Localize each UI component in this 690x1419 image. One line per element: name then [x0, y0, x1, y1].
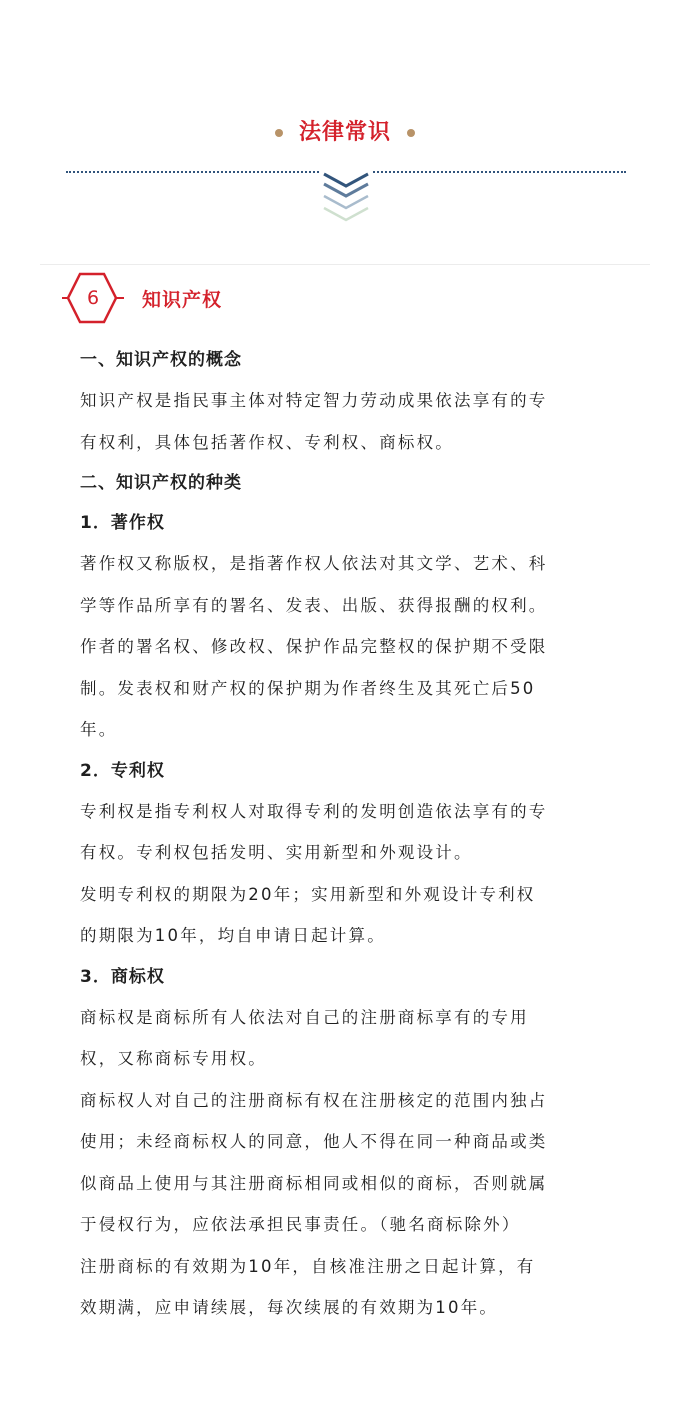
paragraph: [80, 543, 628, 626]
paragraph-line: 似商品上使用与其注册商标相同或相似的商标，否则就属: [80, 1173, 548, 1193]
header-divider: [40, 264, 650, 265]
title-row: [0, 114, 690, 152]
paragraph: [80, 1080, 628, 1246]
paragraph: [80, 874, 628, 957]
chevron-down-stack-icon: [320, 168, 372, 230]
paragraph-line: 作者的署名权、修改权、保护作品完整权的保护期不受限: [80, 637, 548, 656]
page-title: 法律常识: [298, 120, 391, 145]
section-number: 6: [86, 287, 100, 309]
paragraph-line: 的期限为10年，均自申请日起计算。: [80, 926, 386, 945]
section-heading: [62, 268, 222, 328]
paragraph-line: 权，又称商标专用权。: [80, 1049, 267, 1068]
paragraph-line: 专利权是指专利权人对取得专利的发明创造依法享有的专: [80, 801, 548, 821]
paragraph-line: 知识产权是指民事主体对特定智力劳动成果依法享有的专: [80, 391, 548, 410]
paragraph-line: 注册商标的有效期为10年，自核准注册之日起计算，有: [80, 1256, 536, 1276]
paragraph: [80, 626, 628, 751]
paragraph-line: 著作权又称版权，是指著作权人依法对其文学、艺术、科: [80, 554, 548, 573]
paragraph: [80, 997, 628, 1080]
paragraph-line: 效期满，应申请续展，每次续展的有效期为10年。: [80, 1298, 499, 1317]
paragraph-line: 年。: [80, 720, 118, 739]
subheading: 2．专利权: [80, 760, 165, 781]
subheading: 二、知识产权的种类: [80, 473, 242, 493]
page-header: [0, 0, 690, 265]
hexagon-badge-icon: [62, 269, 124, 327]
paragraph: [80, 380, 628, 463]
paragraph-line: 有权。专利权包括发明、实用新型和外观设计。: [80, 843, 473, 862]
article-body: [80, 340, 628, 1329]
subheading: 一、知识产权的概念: [80, 350, 242, 370]
subheading: 3．商标权: [80, 966, 165, 987]
paragraph: [80, 1246, 628, 1329]
gold-dot-left-icon: [275, 129, 283, 137]
paragraph-line: 于侵权行为，应依法承担民事责任。（驰名商标除外）: [80, 1215, 521, 1234]
paragraph-line: 商标权是商标所有人依法对自己的注册商标享有的专用: [80, 1007, 529, 1027]
paragraph-line: 发明专利权的期限为20年；实用新型和外观设计专利权: [80, 884, 536, 904]
paragraph-line: 商标权人对自己的注册商标有权在注册核定的范围内独占: [80, 1090, 548, 1110]
gold-dot-right-icon: [407, 129, 415, 137]
paragraph-line: 学等作品所享有的署名、发表、出版、获得报酬的权利。: [80, 595, 548, 615]
paragraph-line: 制。发表权和财产权的保护期为作者终生及其死亡后50: [80, 678, 536, 698]
paragraph-line: 使用；未经商标权人的同意，他人不得在同一种商品或类: [80, 1132, 548, 1151]
paragraph: [80, 791, 628, 874]
section-title: 知识产权: [142, 288, 223, 311]
paragraph-line: 有权利，具体包括著作权、专利权、商标权。: [80, 432, 454, 452]
subheading: 1．著作权: [80, 513, 165, 533]
